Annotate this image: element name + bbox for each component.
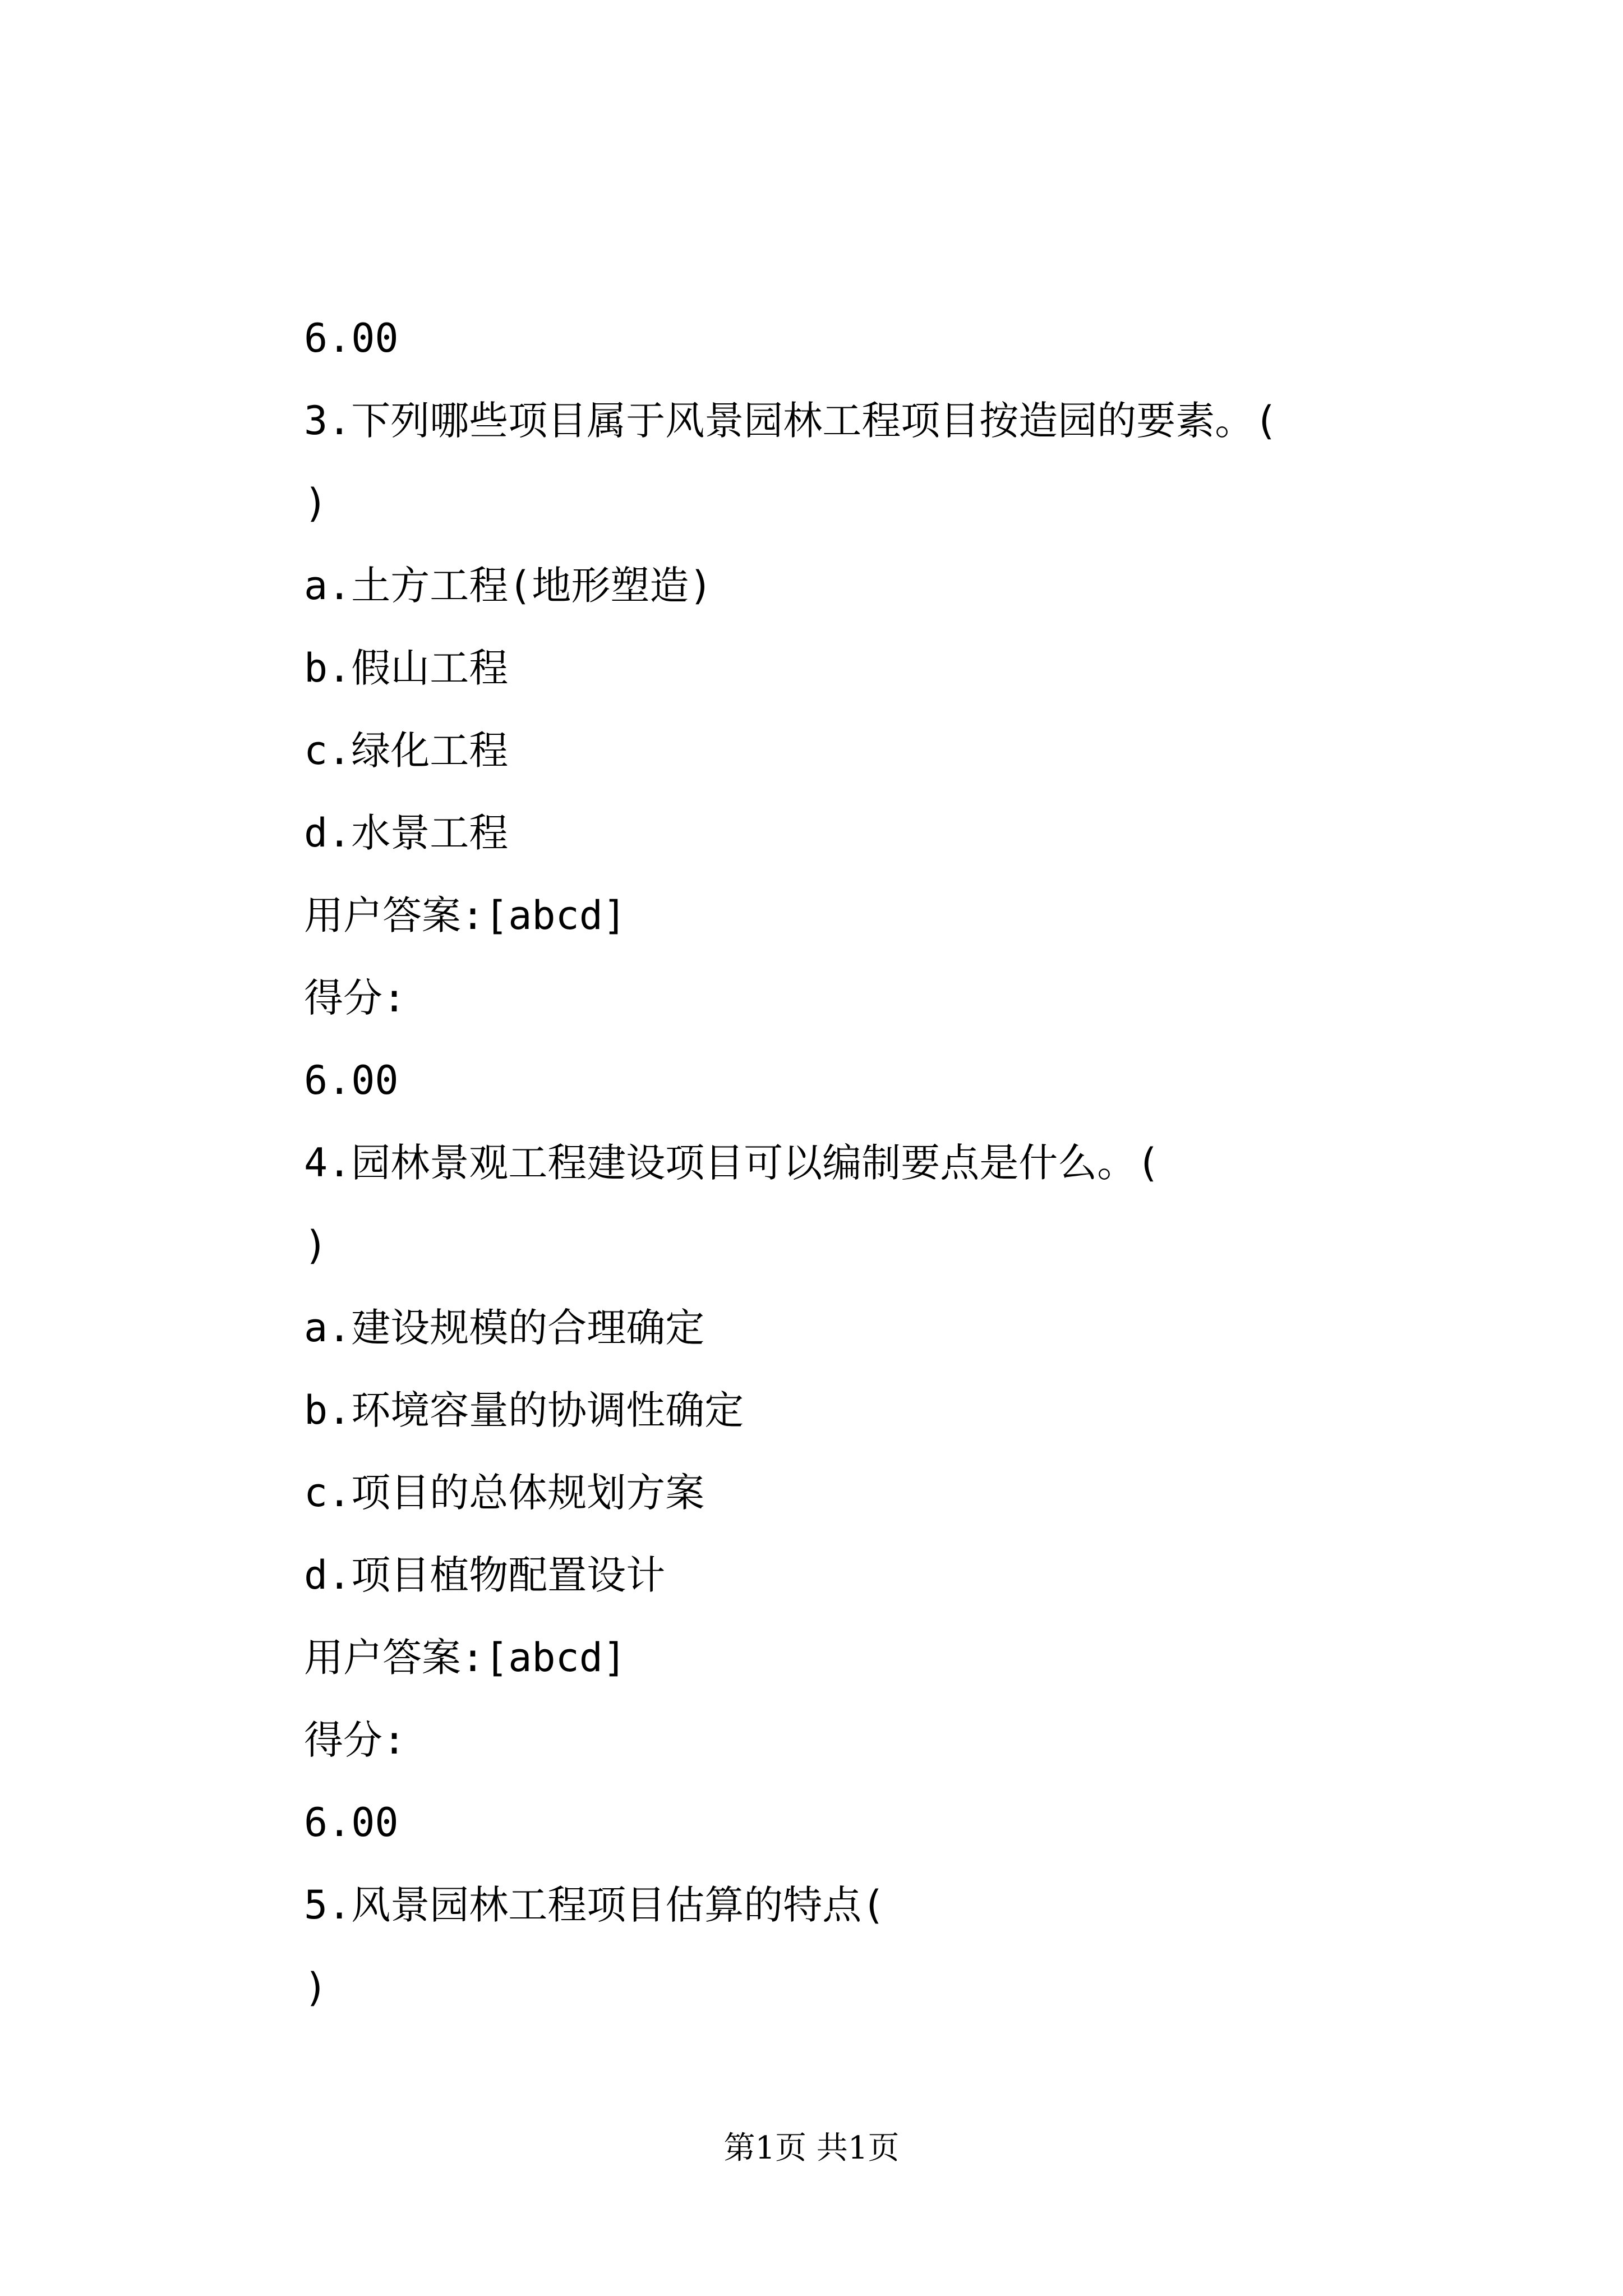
question-3-close-paren: )	[304, 480, 328, 526]
question-4-user-answer: 用户答案:[abcd]	[304, 1635, 627, 1681]
question-4-option-a: a.建设规模的合理确定	[304, 1305, 705, 1351]
score-value: 6.00	[304, 315, 399, 361]
question-3-option-d: d.水景工程	[304, 810, 509, 856]
question-3-option-c: c.绿化工程	[304, 728, 509, 774]
question-3-user-answer: 用户答案:[abcd]	[304, 892, 627, 938]
question-4-option-b: b.环境容量的协调性确定	[304, 1387, 744, 1433]
question-4-score-value: 6.00	[304, 1800, 399, 1846]
question-3-text: 3.下列哪些项目属于风景园林工程项目按造园的要素。(	[304, 398, 1278, 444]
question-5-close-paren: )	[304, 1964, 328, 2010]
question-4-close-paren: )	[304, 1222, 328, 1268]
page-footer: 第1页 共1页	[723, 2130, 900, 2166]
question-4-text: 4.园林景观工程建设项目可以编制要点是什么。(	[304, 1140, 1160, 1186]
question-3-option-b: b.假山工程	[304, 645, 509, 691]
question-3-option-a: a.土方工程(地形塑造)	[304, 563, 713, 609]
question-4-option-d: d.项目植物配置设计	[304, 1552, 666, 1598]
document-body	[304, 297, 1426, 2029]
question-3-score-value: 6.00	[304, 1057, 399, 1103]
question-5-text: 5.风景园林工程项目估算的特点(	[304, 1882, 886, 1928]
question-4-score-label: 得分:	[304, 1717, 407, 1763]
question-3-score-label: 得分:	[304, 975, 407, 1021]
question-4-option-c: c.项目的总体规划方案	[304, 1470, 705, 1516]
